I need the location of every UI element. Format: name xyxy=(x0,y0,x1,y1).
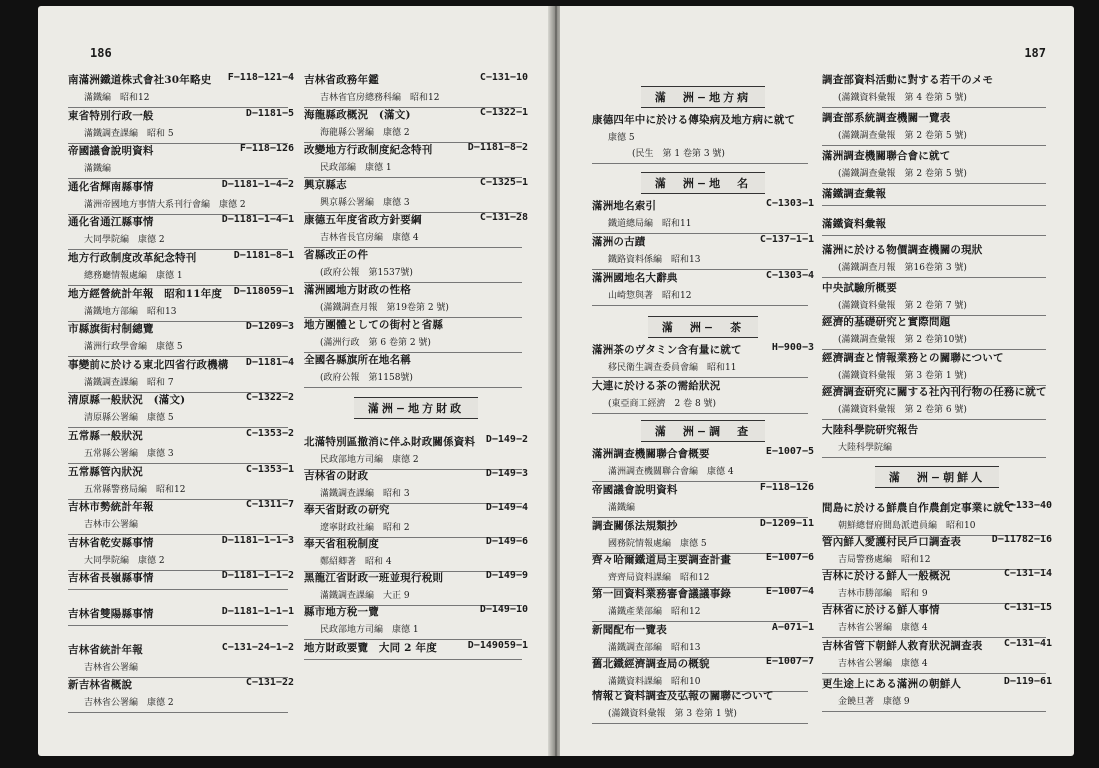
entry-divider xyxy=(822,183,1046,184)
section-heading-label: 滿 洲− 茶 xyxy=(648,316,758,338)
entry-call-number: D−149−3 xyxy=(485,468,528,479)
entry-divider xyxy=(822,711,1046,712)
entry-publisher: 滿鐵調查課編 昭和 7 xyxy=(84,377,174,388)
entry-call-number: C−1325−1 xyxy=(479,177,528,188)
entry-publisher: 大同學院編 康德 2 xyxy=(84,555,165,566)
entry-publisher: (滿鐵資料彙報 第 2 卷第 6 號) xyxy=(838,405,967,415)
entry-publisher: 滿鐵編 xyxy=(84,164,112,175)
catalog-entry xyxy=(592,234,814,265)
entry-title: 事變前に於ける東北四省行政機構 xyxy=(68,358,229,371)
catalog-entry xyxy=(304,468,528,499)
section-heading-label: 滿 洲−地 名 xyxy=(641,172,765,194)
entry-divider xyxy=(68,712,288,713)
catalog-entry xyxy=(304,72,528,103)
entry-publisher: (滿鐵調查月報 第19卷第 2 號) xyxy=(320,303,449,313)
entry-publisher: 興京縣公署編 康德 3 xyxy=(320,198,410,208)
entry-title: 經濟調查研究に關する社內刊行物の任務に就て xyxy=(822,386,1047,398)
catalog-entry xyxy=(822,314,1052,345)
entry-title: 吉林に於ける鮮人一般概況 xyxy=(822,570,951,582)
entry-publisher: 山崎惣與著 昭和12 xyxy=(608,291,692,301)
entry-call-number: D−11782−16 xyxy=(991,534,1052,545)
entry-title: 康德五年度省政方針要綱 xyxy=(304,214,422,226)
entry-divider xyxy=(592,163,808,164)
catalog-entry xyxy=(822,422,1052,453)
right-page xyxy=(560,6,1074,756)
entry-title: 齊々哈爾鐵道局主要調查計畫 xyxy=(592,554,732,566)
entry-title: 管內鮮人愛護村民戶口調查表 xyxy=(822,536,962,548)
entry-publisher: (東亞商工經濟 2 卷 8 號) xyxy=(608,399,717,409)
catalog-entry xyxy=(304,247,528,278)
catalog-entry xyxy=(592,622,814,653)
entry-title: 滿洲調查機關聯合會概要 xyxy=(592,448,710,460)
entry-divider xyxy=(822,419,1046,420)
entry-publisher: (滿鐵調查彙報 第 2 卷第10號) xyxy=(838,335,967,345)
entry-call-number: H−900−3 xyxy=(771,342,814,353)
entry-title: 地方團體としての街村と省縣 xyxy=(304,319,444,331)
entry-call-number: D−1209−11 xyxy=(759,518,814,529)
entry-title: 大連に於ける茶の需給狀況 xyxy=(592,380,721,392)
entry-title: 吉林省統計年報 xyxy=(68,643,143,656)
entry-publisher: (政府公報 第1158號) xyxy=(320,373,413,383)
catalog-entry xyxy=(68,535,294,566)
section-heading-label: 滿 洲−調 查 xyxy=(641,420,765,442)
catalog-entry xyxy=(304,502,528,533)
entry-title: 康德四年中に於ける傳染病及地方病に就て xyxy=(592,114,796,126)
entry-title: 南滿洲鐵道株式會社30年略史 xyxy=(68,74,212,86)
entry-call-number: E−1007−6 xyxy=(765,552,814,563)
catalog-entry xyxy=(822,72,1052,103)
entry-call-number: C−1322−1 xyxy=(479,107,528,118)
entry-title: 全國各縣旗所在地名稱 xyxy=(304,354,411,366)
entry-title: 市縣旗街村制總覽 xyxy=(68,323,154,336)
entry-publisher: 總務廳情報處編 康德 1 xyxy=(84,271,183,281)
catalog-entry xyxy=(822,384,1052,415)
entry-title: 新聞配布一覽表 xyxy=(592,624,667,636)
catalog-entry xyxy=(592,656,814,687)
entry-title: 滿洲調查機關聯合會に就て xyxy=(822,150,951,162)
entry-publisher: 滿鐵編 xyxy=(608,503,636,513)
entry-call-number: C−131−28 xyxy=(479,212,528,223)
catalog-entry xyxy=(68,286,294,317)
entry-publisher: 滿鐵資料課編 昭和10 xyxy=(608,677,701,687)
entry-publisher: 滿鐵調查課編 昭和 5 xyxy=(84,128,174,139)
entry-call-number: D−149−2 xyxy=(485,434,528,445)
entry-title: 更生途上にある滿洲の朝鮮人 xyxy=(822,678,962,690)
catalog-entry xyxy=(304,177,528,208)
entry-publisher: 鄭紹卿著 昭和 4 xyxy=(320,557,392,567)
catalog-entry xyxy=(304,604,528,635)
section-heading xyxy=(592,316,814,338)
entry-title: 滿洲地名索引 xyxy=(592,200,657,212)
section-heading xyxy=(592,86,814,108)
entry-publisher: 海龍縣公署編 康德 2 xyxy=(320,128,410,138)
entry-divider xyxy=(822,235,1046,236)
entry-publisher: 滿鐵調查課編 昭和 3 xyxy=(320,489,410,499)
entry-divider xyxy=(592,413,808,414)
entry-divider xyxy=(822,673,1046,674)
catalog-entry xyxy=(68,499,294,530)
entry-title: 大陸科學院研究報告 xyxy=(822,424,919,436)
entry-call-number: C−131−41 xyxy=(1003,638,1052,649)
left-page xyxy=(38,6,552,756)
entry-title: 地方經營統計年報 昭和11年度 xyxy=(68,287,223,300)
catalog-entry xyxy=(304,536,528,567)
entry-publisher: 五常縣公署編 康德 3 xyxy=(84,449,174,459)
entry-title: 調查部系統調查機關一覽表 xyxy=(822,112,951,124)
entry-title: 吉林省乾安縣事情 xyxy=(68,536,154,549)
entry-call-number: D−1181−8−2 xyxy=(467,142,528,153)
entry-publisher: 鐵道總局編 昭和11 xyxy=(608,219,692,229)
entry-title: 北滿特別區撤消に伴ふ財政關係資料 xyxy=(304,436,476,448)
catalog-entry xyxy=(68,464,294,495)
entry-call-number: C−1311−7 xyxy=(245,499,294,511)
entry-title: 地方財政要覽 大同 2 年度 xyxy=(304,642,437,654)
entry-title: 滿洲の古蹟 xyxy=(592,236,646,248)
catalog-entry xyxy=(592,112,814,159)
catalog-entry xyxy=(304,282,528,313)
entry-title: 第一回資料業務審會議議事錄 xyxy=(592,588,732,600)
catalog-entry xyxy=(822,602,1052,633)
entry-publisher: (滿鐵資料彙報 第 3 卷第 1 號) xyxy=(608,709,737,719)
entry-title: 滿洲國地方財政の性格 xyxy=(304,284,411,296)
entry-title: 奉天省財政の研究 xyxy=(304,504,390,516)
catalog-entry xyxy=(822,500,1052,531)
entry-publisher: 吉林省公署編 康德 4 xyxy=(838,623,928,633)
entry-title: 經濟調查と情報業務との關聯について xyxy=(822,352,1004,364)
catalog-entry xyxy=(822,148,1052,179)
entry-publisher: (政府公報 第1537號) xyxy=(320,268,413,278)
entry-call-number: D−118059−1 xyxy=(233,285,294,297)
entry-call-number: C−133−40 xyxy=(1003,500,1052,511)
entry-title: 吉林省長嶺縣事情 xyxy=(68,572,154,585)
entry-publisher: (滿鐵資料彙報 第 2 卷第 7 號) xyxy=(838,301,967,311)
entry-title: 吉林省の財政 xyxy=(304,470,369,482)
entry-publisher: 滿洲行政學會編 康德 5 xyxy=(84,342,183,353)
catalog-entry xyxy=(304,434,528,465)
catalog-entry xyxy=(592,198,814,229)
catalog-entry xyxy=(304,107,528,138)
catalog-entry xyxy=(68,570,294,585)
entry-title: 海龍縣政概況 (滿文) xyxy=(304,109,411,121)
catalog-entry xyxy=(304,317,528,348)
entry-divider xyxy=(304,387,522,388)
entry-publisher: 鐵路資料係編 昭和13 xyxy=(608,255,701,265)
catalog-entry xyxy=(304,570,528,601)
catalog-entry xyxy=(592,586,814,617)
entry-title: 新吉林省概說 xyxy=(68,679,133,692)
entry-publisher: 吉林市公署編 xyxy=(84,520,139,531)
entry-call-number: D−149−10 xyxy=(479,604,528,615)
entry-call-number: D−1181−1−4−1 xyxy=(221,214,294,226)
entry-call-number: C−131−14 xyxy=(1003,568,1052,579)
entry-publisher: 滿洲帝國地方事情大系刊行會編 康德 2 xyxy=(84,199,246,210)
book-spread xyxy=(38,6,1074,756)
entry-publisher: 遼寧財政社編 昭和 2 xyxy=(320,523,410,533)
entry-publisher: 民政部地方司編 康德 2 xyxy=(320,455,419,465)
entry-title: 通化省通江縣事情 xyxy=(68,216,154,229)
entry-title: 改變地方行政制度紀念特刊 xyxy=(304,144,433,156)
entry-call-number: D−1181−1−1−3 xyxy=(221,534,294,546)
catalog-entry xyxy=(822,350,1052,381)
entry-call-number: C−131−15 xyxy=(1003,602,1052,613)
entry-title: 東省特別行政一般 xyxy=(68,109,154,122)
entry-publisher: 康德 5 xyxy=(608,133,635,143)
entry-title: 帝國議會說明資料 xyxy=(592,484,678,496)
entry-title: 五常縣管內狀況 xyxy=(68,465,143,478)
entry-call-number: D−1209−3 xyxy=(245,321,294,333)
entry-call-number: F−118−126 xyxy=(759,482,814,493)
entry-title: 情報と資料調查及弘報の關聯について xyxy=(592,690,774,702)
entry-call-number: C−1303−1 xyxy=(765,198,814,209)
entry-publisher: 大陸科學院編 xyxy=(838,443,893,453)
entry-title: 滿洲に於ける物價調查機關の現狀 xyxy=(822,244,983,256)
entry-call-number: D−149059−1 xyxy=(467,640,528,651)
entry-publisher: 吉林市勝部編 昭和 9 xyxy=(838,589,928,599)
section-heading-label: 滿洲−地方財政 xyxy=(354,397,478,419)
entry-title: 帝國議會說明資料 xyxy=(68,145,154,158)
entry-publisher: 滿鐵調查部編 昭和13 xyxy=(608,643,701,653)
entry-divider xyxy=(592,723,808,724)
section-heading xyxy=(822,466,1052,488)
catalog-entry xyxy=(68,677,294,708)
entry-title: 間島に於ける鮮農自作農創定事業に就て xyxy=(822,502,1015,514)
entry-publisher: 朝鮮總督府間島派遣員編 昭和10 xyxy=(838,521,976,531)
entry-call-number: D−149−9 xyxy=(485,570,528,581)
catalog-entry xyxy=(68,250,294,281)
entry-publisher: 吉林省官房總務科編 昭和12 xyxy=(320,93,440,103)
entry-title: 調查關係法規類抄 xyxy=(592,520,678,532)
catalog-entry xyxy=(592,342,814,373)
entry-publisher: 吉林省公署編 康德 2 xyxy=(84,698,174,709)
catalog-entry xyxy=(592,518,814,549)
entry-publisher: 金饒旦著 康德 9 xyxy=(838,697,910,707)
entry-publisher: 齊齊局資料課編 昭和12 xyxy=(608,573,710,583)
section-heading xyxy=(592,172,814,194)
catalog-entry xyxy=(68,428,294,459)
entry-title: 吉林省政務年鑑 xyxy=(304,74,379,86)
entry-call-number: C−137−1−1 xyxy=(759,234,814,245)
section-heading-label: 滿 洲−地方病 xyxy=(641,86,765,108)
catalog-entry xyxy=(304,640,528,655)
entry-call-number: C−1353−2 xyxy=(245,428,294,439)
catalog-entry xyxy=(822,242,1052,273)
catalog-entry xyxy=(68,179,294,210)
catalog-entry xyxy=(592,270,814,301)
catalog-entry xyxy=(822,280,1052,311)
entry-title: 吉林省に於ける鮮人事情 xyxy=(822,604,940,616)
catalog-entry xyxy=(592,446,814,477)
entry-title: 滿洲國地名大辭典 xyxy=(592,272,678,284)
entry-call-number: D−1181−1−4−2 xyxy=(221,178,294,190)
entry-title: 興京縣志 xyxy=(304,179,347,191)
catalog-entry xyxy=(822,568,1052,599)
catalog-entry xyxy=(304,352,528,383)
entry-title: 黑龍江省財政一班並現行稅則 xyxy=(304,572,444,584)
catalog-entry xyxy=(68,72,294,103)
entry-divider xyxy=(822,145,1046,146)
entry-publisher: 吉林省長官房編 康德 4 xyxy=(320,233,419,243)
entry-title: 中央試驗所概要 xyxy=(822,282,897,294)
section-heading xyxy=(592,420,814,442)
entry-call-number: C−1353−1 xyxy=(245,463,294,475)
entry-title: 奉天省租稅制度 xyxy=(304,538,379,550)
entry-call-number: C−131−10 xyxy=(479,72,528,83)
entry-publisher: 清原縣公署編 康德 5 xyxy=(84,413,174,424)
entry-call-number: A−071−1 xyxy=(771,622,814,633)
entry-title: 滿鐵調查彙報 xyxy=(822,188,887,200)
entry-title: 吉林省雙陽縣事情 xyxy=(68,608,154,620)
entry-title: 清原縣一般狀況 (滿文) xyxy=(68,394,186,407)
entry-title: 省縣改正の件 xyxy=(304,249,369,261)
entry-publisher: (滿鐵資料彙報 第 4 卷第 5 號) xyxy=(838,93,967,103)
page-number-left: 186 xyxy=(90,46,112,60)
entry-publisher: 民政部地方司編 康德 1 xyxy=(320,625,419,635)
entry-publisher: 滿鐵調查課編 大正 9 xyxy=(320,591,410,601)
entry-call-number: F−118−126 xyxy=(239,143,294,155)
entry-divider xyxy=(822,205,1046,206)
entry-divider xyxy=(822,107,1046,108)
entry-title: 滿洲茶のヴタミン含有量に就て xyxy=(592,344,742,356)
entry-call-number: D−1181−1−1−1 xyxy=(221,606,294,617)
entry-call-number: C−1322−2 xyxy=(245,392,294,404)
catalog-entry xyxy=(68,214,294,245)
entry-call-number: E−1007−4 xyxy=(765,586,814,597)
entry-title: 五常縣一般狀況 xyxy=(68,430,143,442)
entry-call-number: C−131−24−1−2 xyxy=(221,641,294,653)
entry-publisher: 吉林省公署編 康德 4 xyxy=(838,659,928,669)
entry-call-number: F−118−121−4 xyxy=(227,72,294,83)
catalog-entry xyxy=(822,638,1052,669)
entry-publisher: 移民衛生調查委員會編 昭和11 xyxy=(608,363,737,373)
catalog-entry xyxy=(822,216,1052,231)
entry-call-number: E−1007−7 xyxy=(765,656,814,667)
entry-title: 滿鐵資料彙報 xyxy=(822,218,887,230)
entry-publisher: 大同學院編 康德 2 xyxy=(84,235,165,246)
entry-publisher: 滿鐵產業部編 昭和12 xyxy=(608,607,701,617)
entry-publisher: 滿鐵地方部編 昭和13 xyxy=(84,306,177,317)
entry-call-number: D−119−61 xyxy=(1003,676,1052,687)
entry-source: (民生 第 1 卷第 3 號) xyxy=(632,149,725,159)
entry-call-number: C−1303−4 xyxy=(765,270,814,281)
entry-publisher: (滿鐵調查月報 第16卷第 3 號) xyxy=(838,263,967,273)
entry-call-number: D−149−6 xyxy=(485,536,528,547)
entry-publisher: 五常縣警務局編 昭和12 xyxy=(84,484,186,495)
catalog-entry xyxy=(822,676,1052,707)
catalog-entry xyxy=(68,321,294,352)
catalog-entry xyxy=(68,606,294,621)
catalog-entry xyxy=(68,143,294,174)
entry-publisher: (滿鐵調查彙報 第 2 卷第 5 號) xyxy=(838,131,967,141)
entry-publisher: 吉局警務處編 昭和12 xyxy=(838,555,931,565)
entry-divider xyxy=(822,457,1046,458)
catalog-entry xyxy=(592,688,814,719)
catalog-entry xyxy=(68,108,294,139)
entry-publisher: 滿洲調查機關聯合會編 康德 4 xyxy=(608,467,734,477)
entry-title: 調查部資料活動に對する若干のメモ xyxy=(822,74,994,86)
entry-title: 經濟的基礎研究と實際問題 xyxy=(822,316,951,328)
catalog-entry xyxy=(592,482,814,513)
catalog-entry xyxy=(822,110,1052,141)
entry-title: 吉林省管下朝鮮人救育狀況調查表 xyxy=(822,640,983,652)
entry-publisher: (滿洲行政 第 6 卷第 2 號) xyxy=(320,338,431,348)
catalog-entry xyxy=(68,642,294,673)
entry-call-number: D−149−4 xyxy=(485,502,528,513)
entry-title: 地方行政制度改革紀念特刊 xyxy=(68,252,197,264)
page-number-right: 187 xyxy=(1024,46,1046,60)
entry-call-number: D−1181−8−1 xyxy=(233,250,294,261)
catalog-entry xyxy=(592,378,814,409)
entry-call-number: D−1181−5 xyxy=(245,107,294,119)
entry-publisher: 國務院情報處編 康德 5 xyxy=(608,539,707,549)
entry-publisher: (滿鐵調查彙報 第 2 卷第 5 號) xyxy=(838,169,967,179)
entry-divider xyxy=(592,305,808,306)
entry-divider xyxy=(822,277,1046,278)
entry-title: 通化省輝南縣事情 xyxy=(68,180,154,193)
catalog-entry xyxy=(68,357,294,388)
entry-title: 縣市地方稅一覽 xyxy=(304,606,379,618)
entry-divider xyxy=(68,589,288,590)
catalog-entry xyxy=(304,212,528,243)
entry-publisher: 民政部編 康德 1 xyxy=(320,163,392,173)
entry-call-number: E−1007−5 xyxy=(765,446,814,457)
entry-title: 舊北鐵經濟調查局の概貌 xyxy=(592,658,710,670)
catalog-entry xyxy=(304,142,528,173)
entry-publisher: (滿鐵資料彙報 第 3 卷第 1 號) xyxy=(838,371,967,381)
entry-divider xyxy=(68,625,288,626)
catalog-entry xyxy=(592,552,814,583)
entry-publisher: 滿鐵編 昭和12 xyxy=(84,93,150,103)
section-heading xyxy=(304,397,528,419)
entry-publisher: 吉林省公署編 xyxy=(84,662,139,673)
entry-call-number: D−1181−4 xyxy=(245,356,294,368)
catalog-entry xyxy=(822,186,1052,201)
catalog-entry xyxy=(68,392,294,423)
entry-title: 吉林市勢統計年報 xyxy=(68,501,154,514)
entry-divider xyxy=(304,659,522,660)
entry-call-number: D−1181−1−1−2 xyxy=(221,570,294,582)
entry-call-number: C−131−22 xyxy=(245,677,294,689)
catalog-entry xyxy=(822,534,1052,565)
section-heading-label: 滿 洲−朝鮮人 xyxy=(875,466,999,488)
